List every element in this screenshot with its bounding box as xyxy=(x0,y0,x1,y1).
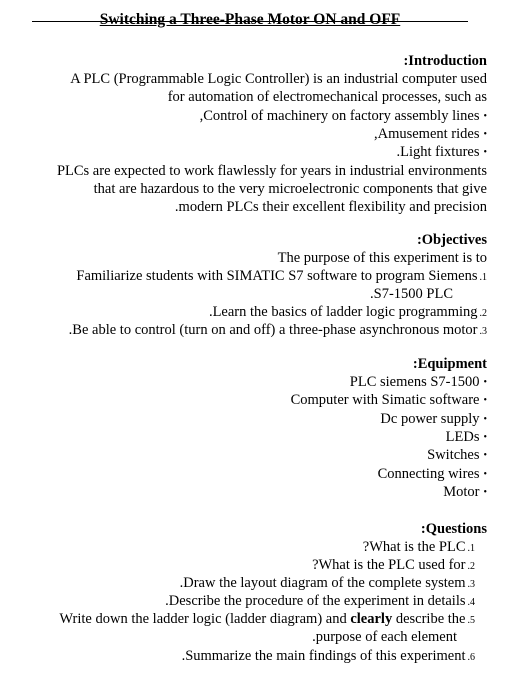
equipment-item-text: PLC siemens S7-1500 xyxy=(349,374,480,390)
question-item-4 xyxy=(165,592,475,612)
equipment-item xyxy=(427,446,487,465)
intro-line-2: for automation of electromechanical processes, such as xyxy=(167,89,487,105)
intro-bullet-3 xyxy=(397,143,487,162)
bullet-icon: • xyxy=(483,377,487,388)
bullet-icon: • xyxy=(483,111,487,122)
objective-2-number: .2 xyxy=(479,308,487,319)
question-5-text-pre: Write down the ladder logic (ladder diagram) and xyxy=(59,611,351,627)
intro-bullet-1 xyxy=(200,107,487,126)
intro-closing-3: .modern PLCs their excellent flexibility and precision xyxy=(174,199,487,215)
equipment-heading: :Equipment xyxy=(412,356,487,372)
question-item-6 xyxy=(182,647,475,667)
question-5-text-bold: clearly xyxy=(350,611,393,627)
objectives-intro: The purpose of this experiment is to xyxy=(277,250,487,266)
question-1-text: ?What is the PLC xyxy=(362,539,466,555)
objective-1-text: Familiarize students with SIMATIC S7 software to program Siemens xyxy=(76,268,478,284)
equipment-item-text: Motor xyxy=(443,484,480,500)
equipment-item-text: Switches xyxy=(427,447,480,463)
bullet-icon: • xyxy=(483,487,487,498)
question-5-number: .5 xyxy=(467,615,475,626)
equipment-item xyxy=(446,428,487,447)
objectives-heading: :Objectives xyxy=(416,232,487,248)
equipment-item-text: Connecting wires xyxy=(377,466,480,482)
intro-closing-1: PLCs are expected to work flawlessly for years in industrial environments xyxy=(56,163,487,179)
equipment-item xyxy=(443,483,487,502)
bullet-icon: • xyxy=(483,414,487,425)
question-item-3 xyxy=(180,574,475,594)
bullet-icon: • xyxy=(483,469,487,480)
objective-item-1 xyxy=(76,267,487,287)
objective-item-3 xyxy=(69,321,487,341)
equipment-item xyxy=(291,391,487,410)
title-block xyxy=(32,10,468,30)
page-title: Switching a Three-Phase Motor ON and OFF xyxy=(99,11,401,28)
objective-3-number: .3 xyxy=(479,326,487,337)
question-6-number: .6 xyxy=(467,652,475,663)
question-6-text: .Summarize the main findings of this experiment xyxy=(181,648,466,664)
equipment-item xyxy=(350,373,487,392)
question-5-text-post: describe the xyxy=(392,611,466,627)
question-item-1 xyxy=(363,538,475,558)
question-1-number: .1 xyxy=(467,543,475,554)
question-4-number: .4 xyxy=(467,597,475,608)
question-item-5 xyxy=(59,610,475,630)
objective-1-number: .1 xyxy=(479,272,487,283)
question-3-number: .3 xyxy=(467,579,475,590)
objective-2-text: .Learn the basics of ladder logic programming xyxy=(208,304,478,320)
equipment-item-text: Computer with Simatic software xyxy=(290,392,480,408)
question-4-text: .Describe the procedure of the experiment in details xyxy=(165,593,466,609)
intro-closing-2: that are hazardous to the very microelectronic components that give xyxy=(93,181,487,197)
equipment-item xyxy=(378,465,487,484)
bullet-icon: • xyxy=(483,450,487,461)
question-item-5-cont: .purpose of each element xyxy=(312,629,457,645)
bullet-icon: • xyxy=(483,395,487,406)
objective-item-2 xyxy=(209,303,487,323)
equipment-item-text: LEDs xyxy=(445,429,480,445)
objective-3-text: .Be able to control (turn on and off) a three-phase asynchronous motor xyxy=(68,322,478,338)
intro-bullet-3-text: .Light fixtures xyxy=(396,144,480,160)
bullet-icon: • xyxy=(483,129,487,140)
question-3-text: .Draw the layout diagram of the complete system xyxy=(179,575,466,591)
question-2-number: .2 xyxy=(467,561,475,572)
intro-line-1: A PLC (Programmable Logic Controller) is an industrial computer used xyxy=(70,71,487,87)
intro-bullet-2 xyxy=(374,125,487,144)
bullet-icon: • xyxy=(483,147,487,158)
equipment-item-text: Dc power supply xyxy=(380,411,480,427)
intro-bullet-2-text: ,Amusement rides xyxy=(373,126,480,142)
question-2-text: ?What is the PLC used for xyxy=(312,557,466,573)
intro-bullet-1-text: ,Control of machinery on factory assembly lines xyxy=(199,108,480,124)
questions-heading: :Questions xyxy=(420,521,487,537)
introduction-heading: :Introduction xyxy=(403,53,487,69)
bullet-icon: • xyxy=(483,432,487,443)
question-item-2 xyxy=(312,556,475,576)
equipment-item xyxy=(380,410,487,429)
objective-item-1-cont: .S7-1500 PLC xyxy=(370,286,453,302)
